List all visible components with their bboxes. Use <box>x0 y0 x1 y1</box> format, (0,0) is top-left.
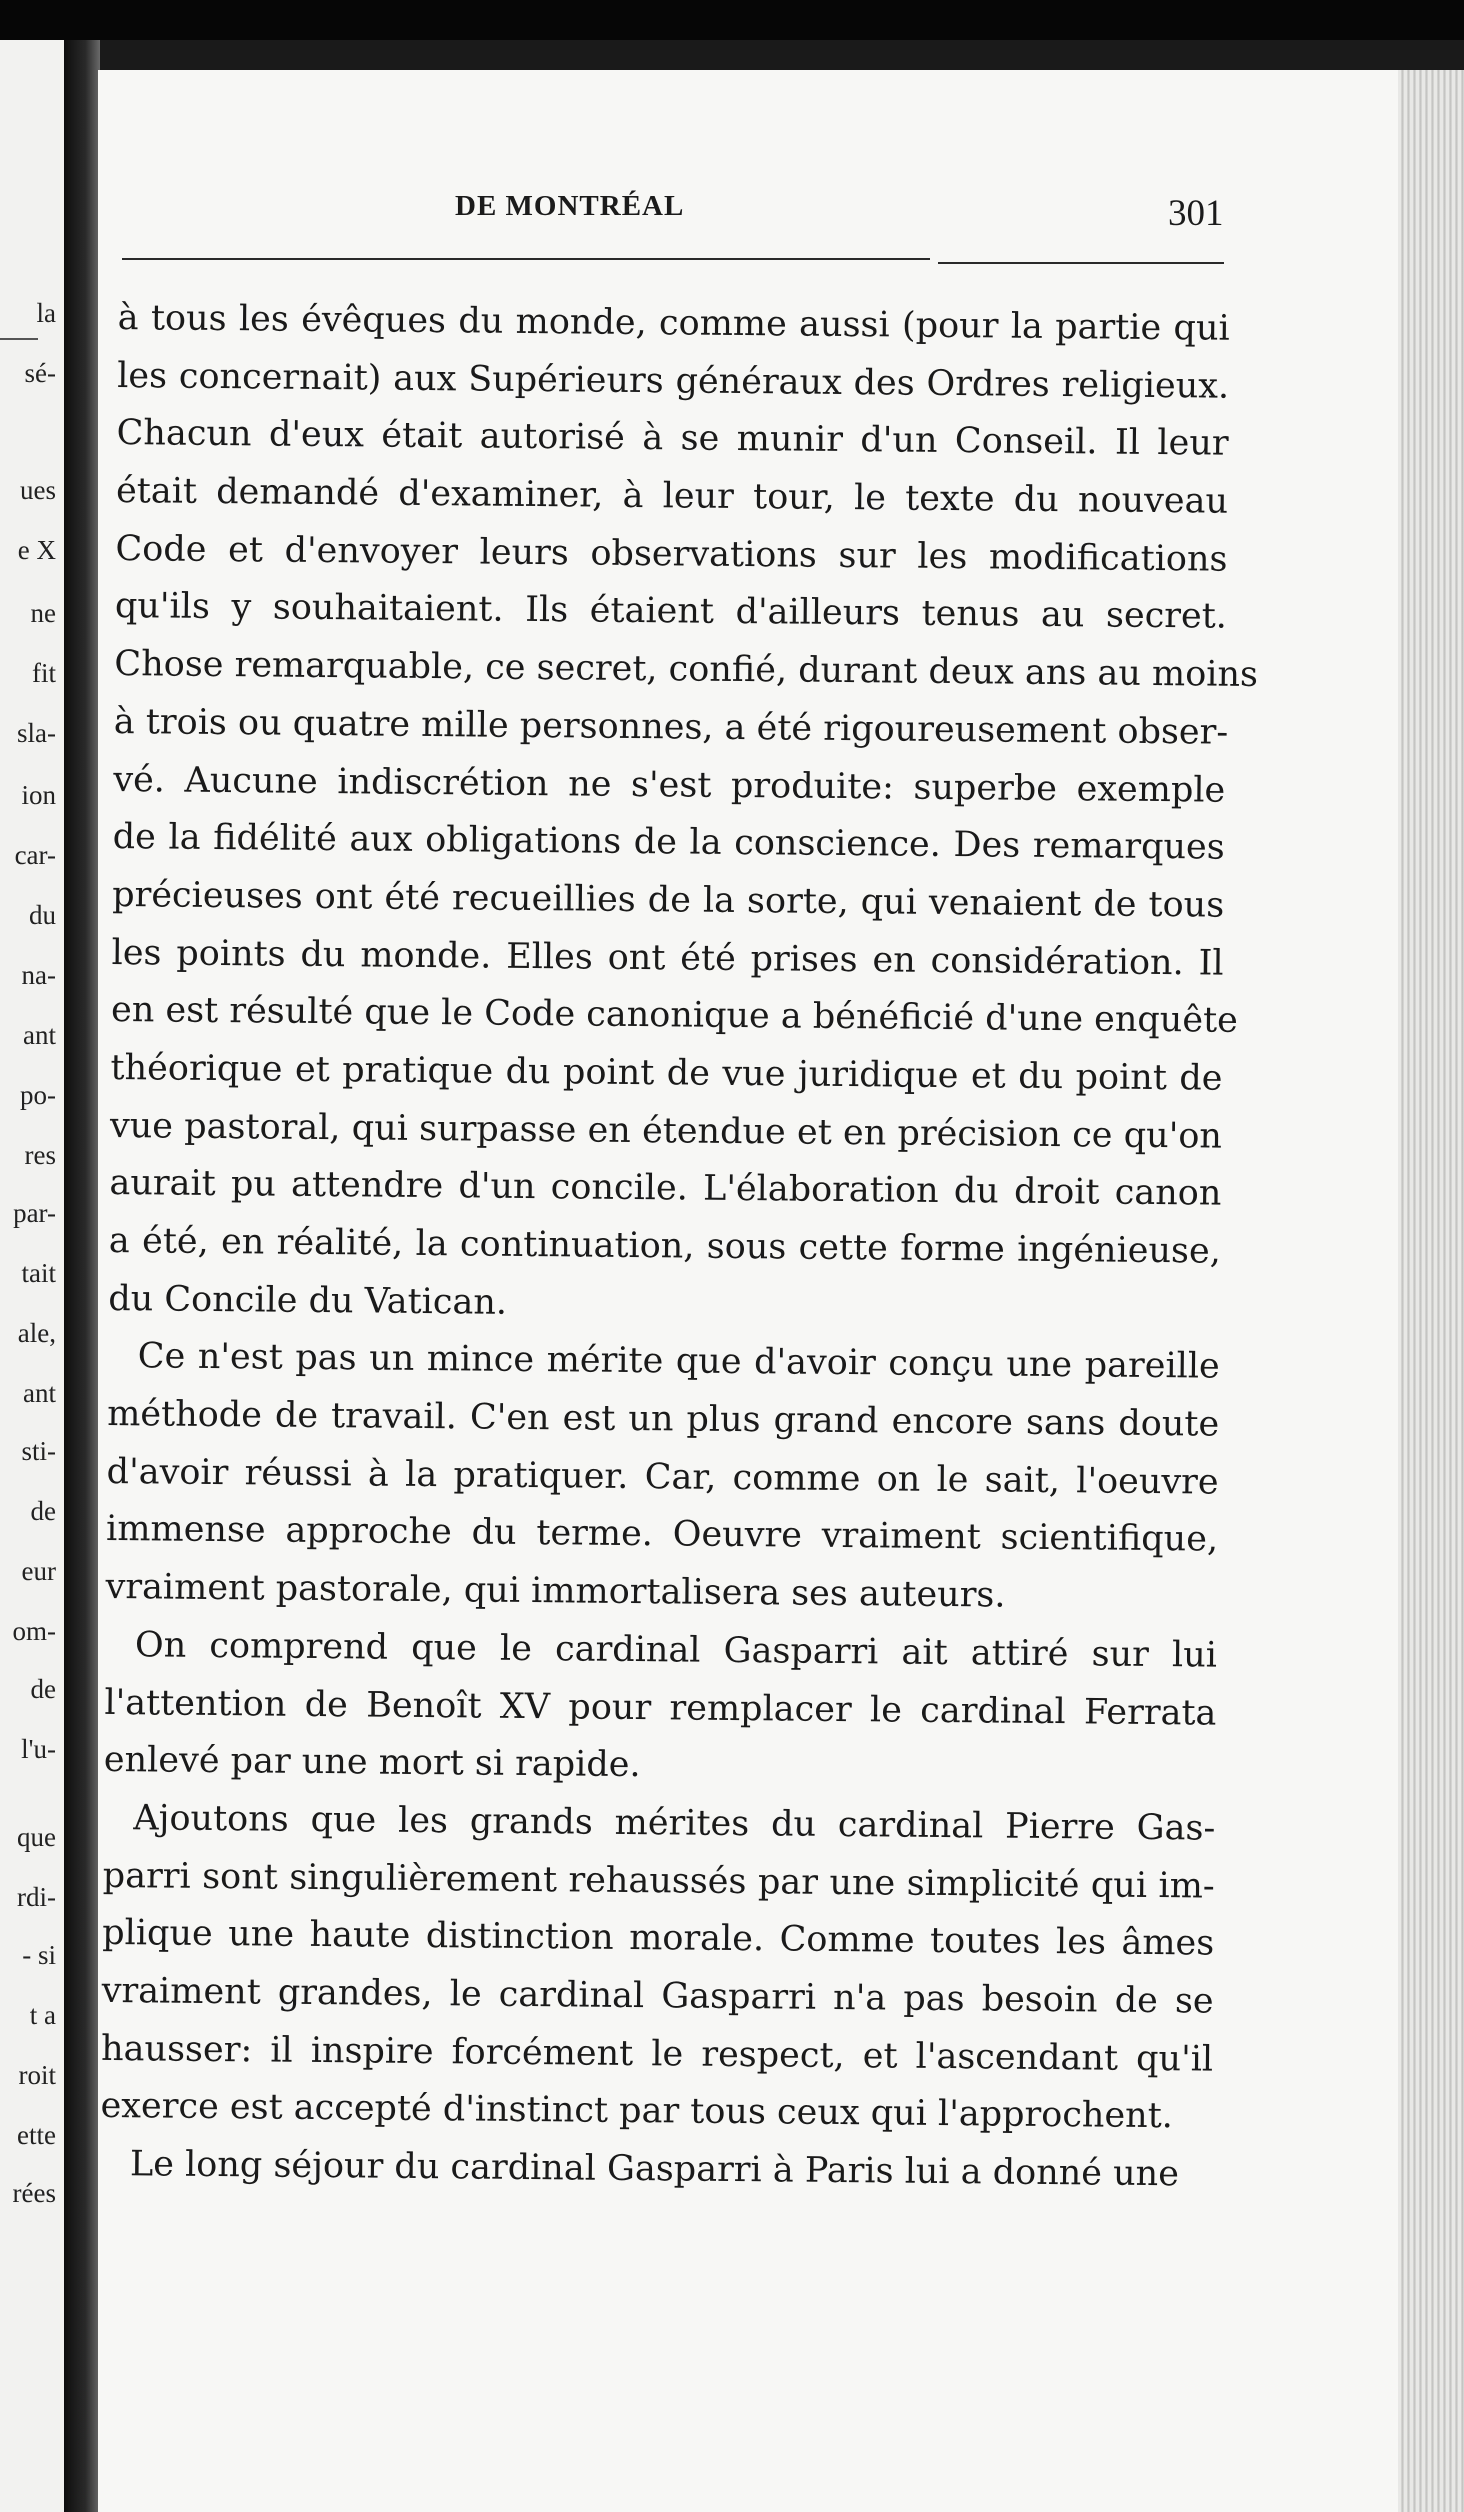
scan-top-border <box>0 0 1464 40</box>
facing-page-fragment: ette <box>17 2120 56 2150</box>
text-line: du Concile du Vatican. <box>108 1278 508 1323</box>
text-line: aurait pu attendre d'un concile. L'élaboration du droit canon <box>109 1163 1222 1214</box>
text-line: à trois ou quatre mille personnes, a été rigoureusement obser- <box>113 701 1229 753</box>
text-line: les concernait) aux Supérieurs généraux des Ordres religieux. <box>116 355 1230 407</box>
facing-page-fragment: par- <box>13 1198 56 1228</box>
book-gutter-shadow <box>64 40 100 2512</box>
facing-page-fragment: rées <box>12 2178 56 2208</box>
text-line: plique une haute distinction morale. Comme toutes les âmes <box>102 1913 1215 1964</box>
text-line: Code et d'envoyer leurs observations sur les modifications <box>115 528 1228 580</box>
text-line: hausser: il inspire forcément le respect, et l'ascendant qu'il <box>100 2028 1214 2080</box>
text-line: a été, en réalité, la continuation, sous cette forme ingénieuse, <box>108 1220 1222 1272</box>
facing-page-edge <box>0 40 64 2512</box>
facing-page-fragment: na- <box>21 960 56 990</box>
facing-page-fragment: la <box>36 298 56 328</box>
text-line: qu'ils y souhaitaient. Ils étaient d'ailleurs tenus au secret. <box>114 586 1228 638</box>
text-line: On comprend que le cardinal Gasparri ait attiré sur lui <box>134 1625 1218 1676</box>
facing-page-fragment: res <box>24 1140 56 1170</box>
facing-page-fragment: eur <box>21 1556 56 1586</box>
text-line: enlevé par une mort si rapide. <box>103 1740 641 1786</box>
text-line: théorique et pratique du point de vue juridique et du point de <box>110 1047 1223 1099</box>
text-line: les points du monde. Elles ont été prises en considération. Il <box>111 932 1224 984</box>
facing-page-fragment: car- <box>14 840 56 870</box>
facing-page-fragment: om- <box>12 1616 56 1646</box>
facing-page-fragment: sti- <box>21 1436 56 1466</box>
facing-page-fragment: que <box>17 1822 56 1852</box>
facing-page-fragment: de <box>30 1674 56 1704</box>
header-rule-right <box>938 262 1224 264</box>
facing-page-fragment: po- <box>20 1080 56 1110</box>
text-line: méthode de travail. C'en est un plus grand encore sans doute <box>107 1394 1220 1445</box>
facing-page-fragment: ant <box>23 1020 56 1050</box>
facing-page-fragment: l'u- <box>21 1734 56 1764</box>
text-line: vraiment pastorale, qui immortalisera ses auteurs. <box>105 1567 1006 1616</box>
facing-page-fragment: fit <box>32 658 56 688</box>
text-line: de la fidélité aux obligations de la conscience. Des remarques <box>112 817 1225 868</box>
text-line: d'avoir réussi à la pratiquer. Car, comme on le sait, l'oeuvre <box>106 1451 1219 1503</box>
text-line: Ajoutons que les grands mérites du cardinal Pierre Gas- <box>133 1798 1216 1849</box>
body-text <box>100 290 1259 2204</box>
facing-page-fragment: tait <box>21 1258 56 1288</box>
facing-page-fragment: sla- <box>17 718 56 748</box>
page-number: 301 <box>1168 193 1224 234</box>
facing-page-fragment: t a <box>29 2000 56 2030</box>
text-line: l'attention de Benoît XV pour remplacer le cardinal Ferrata <box>104 1682 1217 1734</box>
text-line: vue pastoral, qui surpasse en étendue et en précision ce qu'on <box>109 1105 1223 1157</box>
text-line: Le long séjour du cardinal Gasparri à Paris lui a donné une <box>129 2144 1180 2195</box>
facing-page-fragment: ale, <box>17 1318 56 1348</box>
facing-page-fragment: roit <box>18 2060 56 2090</box>
facing-page-fragment: rdi- <box>17 1882 56 1912</box>
text-line: Ce n'est pas un mince mérite que d'avoir conçu une pareille <box>137 1336 1220 1387</box>
facing-page-fragment: ne <box>30 598 56 628</box>
facing-page-fragment: - si <box>22 1940 56 1970</box>
facing-page-fragment: ues <box>20 475 56 505</box>
text-line: précieuses ont été recueillies de la sorte, qui venaient de tous <box>112 874 1225 926</box>
text-line: vé. Aucune indiscrétion ne s'est produite: superbe exemple <box>113 759 1226 811</box>
text-line: immense approche du terme. Oeuvre vraiment scientifique, <box>105 1509 1219 1561</box>
text-line: était demandé d'examiner, à leur tour, le texte du nouveau <box>115 471 1229 522</box>
facing-page-fragment: ion <box>21 780 56 810</box>
facing-page-fragment: de <box>30 1496 56 1526</box>
running-head: DE MONTRÉAL <box>455 190 685 222</box>
page-stack-edge <box>1398 70 1464 2512</box>
facing-page-fragment: e X <box>17 535 56 565</box>
facing-page-fragment: sé- <box>24 358 56 388</box>
text-line: exerce est accepté d'instinct par tous ceux qui l'approchent. <box>100 2086 1174 2137</box>
header-rule-left <box>122 258 930 260</box>
text-line: en est résulté que le Code canonique a bénéficié d'une enquête <box>110 990 1239 1042</box>
facing-page-fragment: du <box>29 900 56 930</box>
text-line: Chose remarquable, ce secret, confié, durant deux ans au moins <box>114 644 1259 696</box>
text-line: à tous les évêques du monde, comme aussi (pour la partie qui <box>117 297 1230 349</box>
facing-page-fragment: ant <box>23 1378 56 1408</box>
text-line: Chacun d'eux était autorisé à se munir d'un Conseil. Il leur <box>116 413 1229 465</box>
text-line: parri sont singulièrement rehaussés par une simplicité qui im- <box>102 1855 1215 1907</box>
facing-page-rule <box>0 338 38 340</box>
text-line: vraiment grandes, le cardinal Gasparri n'a pas besoin de se <box>101 1970 1214 2022</box>
